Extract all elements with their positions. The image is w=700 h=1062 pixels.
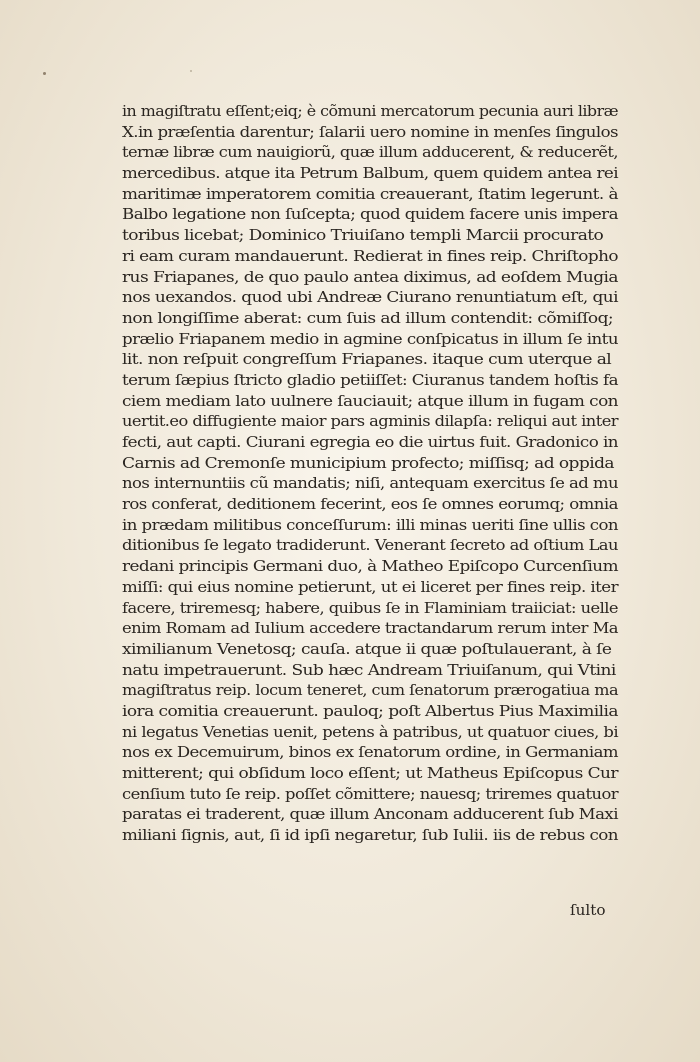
text-line: cenſium tuto ſe reip. poſſet cõmittere; nauesq; triremes quatuor bbox=[122, 784, 619, 803]
text-line: miliani ſignis, aut, ſi id ipſi negaretur, ſub Iulii. iis de rebus con bbox=[122, 826, 619, 845]
text-line: ni legatus Venetias uenit, petens à patribus, ut quatuor ciues, bi bbox=[122, 722, 619, 741]
text-line: ri eam curam mandauerunt. Redierat in fines reip. Chriſtopho bbox=[122, 246, 618, 265]
ink-speck bbox=[43, 72, 46, 75]
text-line: ternæ libræ cum nauigiorũ, quæ illum adducerent, & reducerẽt, bbox=[122, 143, 618, 162]
text-line: ros conferat, deditionem fecerint, eos ſe omnes eorumq; omnia bbox=[122, 495, 618, 514]
text-line: redani principis Germani duo, à Matheo Epiſcopo Curcenſium bbox=[122, 557, 618, 576]
text-line: toribus licebat; Dominico Triuiſano templi Marcii procurato bbox=[122, 226, 604, 245]
text-line: mitterent; qui obſidum loco eſſent; ut Matheus Epiſcopus Cur bbox=[122, 764, 618, 782]
text-line: uertit.eo diffugiente maior pars agminis dilapſa: reliqui aut inter bbox=[122, 412, 618, 431]
text-line: nos uexandos. quod ubi Andreæ Ciurano renuntiatum eſt, qui bbox=[122, 288, 618, 307]
text-line: ciem mediam lato uulnere ſauciauit; atque illum in fugam con bbox=[122, 391, 619, 410]
text-line: ditionibus ſe legato tradiderunt. Venerant ſecreto ad oſtium Lau bbox=[122, 536, 619, 555]
text-line: non longiſſime aberat: cum ſuis ad illum contendit: cõmiſſoq; bbox=[122, 308, 614, 327]
text-line: X.in præſentia darentur; ſalarii uero nomine in menſes ſingulos bbox=[122, 122, 619, 141]
text-line: Carnis ad Cremonſe municipium profecto; miſſisq; ad oppida bbox=[122, 453, 615, 472]
text-line: natu impetrauerunt. Sub hæc Andream Triuiſanum, qui Vtini bbox=[122, 660, 616, 679]
text-line: magiſtratus reip. locum teneret, cum ſenatorum prærogatiua ma bbox=[122, 681, 619, 700]
text-line: in magiſtratu eſſent;eiq; è cõmuni mercatorum pecunia auri libræ bbox=[122, 102, 619, 120]
text-line: mercedibus. atque ita Petrum Balbum, quem quidem antea rei bbox=[122, 164, 618, 183]
body-text bbox=[122, 101, 622, 846]
text-line: rus Friapanes, de quo paulo antea diximus, ad eoſdem Mugia bbox=[122, 267, 618, 286]
text-line: maritimæ imperatorem comitia creauerant, ſtatim legerunt. à bbox=[122, 184, 619, 203]
text-line: nos ex Decemuirum, binos ex ſenatorum ordine, in Germaniam bbox=[122, 743, 618, 762]
text-line: enim Romam ad Iulium accedere tractandarum rerum inter Ma bbox=[122, 619, 619, 638]
text-line: in prædam militibus conceſſurum: illi minas ueriti ſine ullis con bbox=[122, 515, 619, 534]
text-line: fecti, aut capti. Ciurani egregia eo die uirtus fuit. Gradonico in bbox=[122, 433, 618, 451]
catchword: ſulto bbox=[570, 901, 606, 919]
text-line: paratas ei traderent, quæ illum Anconam adducerent ſub Maxi bbox=[122, 805, 618, 824]
text-line: iora comitia creauerunt. pauloq; poſt Albertus Pius Maximilia bbox=[122, 701, 618, 720]
text-line: Balbo legatione non ſuſcepta; quod quidem facere unis impera bbox=[122, 205, 618, 224]
text-line: prælio Friapanem medio in agmine conſpicatus in illum ſe intu bbox=[122, 329, 619, 348]
text-line: facere, triremesq; habere, quibus ſe in Flaminiam traiiciat: uelle bbox=[122, 598, 618, 617]
text-line: ximilianum Venetosq; cauſa. atque ii quæ poſtulauerant, à ſe bbox=[122, 639, 612, 658]
text-line: nos internuntiis cũ mandatis; niſi, antequam exercitus ſe ad mu bbox=[122, 474, 619, 493]
text-line: terum ſæpius ſtricto gladio petiiſſet: Ciuranus tandem hoſtis fa bbox=[122, 370, 619, 389]
text-line: lit. non reſpuit congreſſum Friapanes. itaque cum uterque al bbox=[122, 350, 612, 369]
text-line: miſſi: qui eius nomine petierunt, ut ei liceret per fines reip. iter bbox=[122, 577, 618, 596]
ink-speck bbox=[190, 70, 192, 72]
